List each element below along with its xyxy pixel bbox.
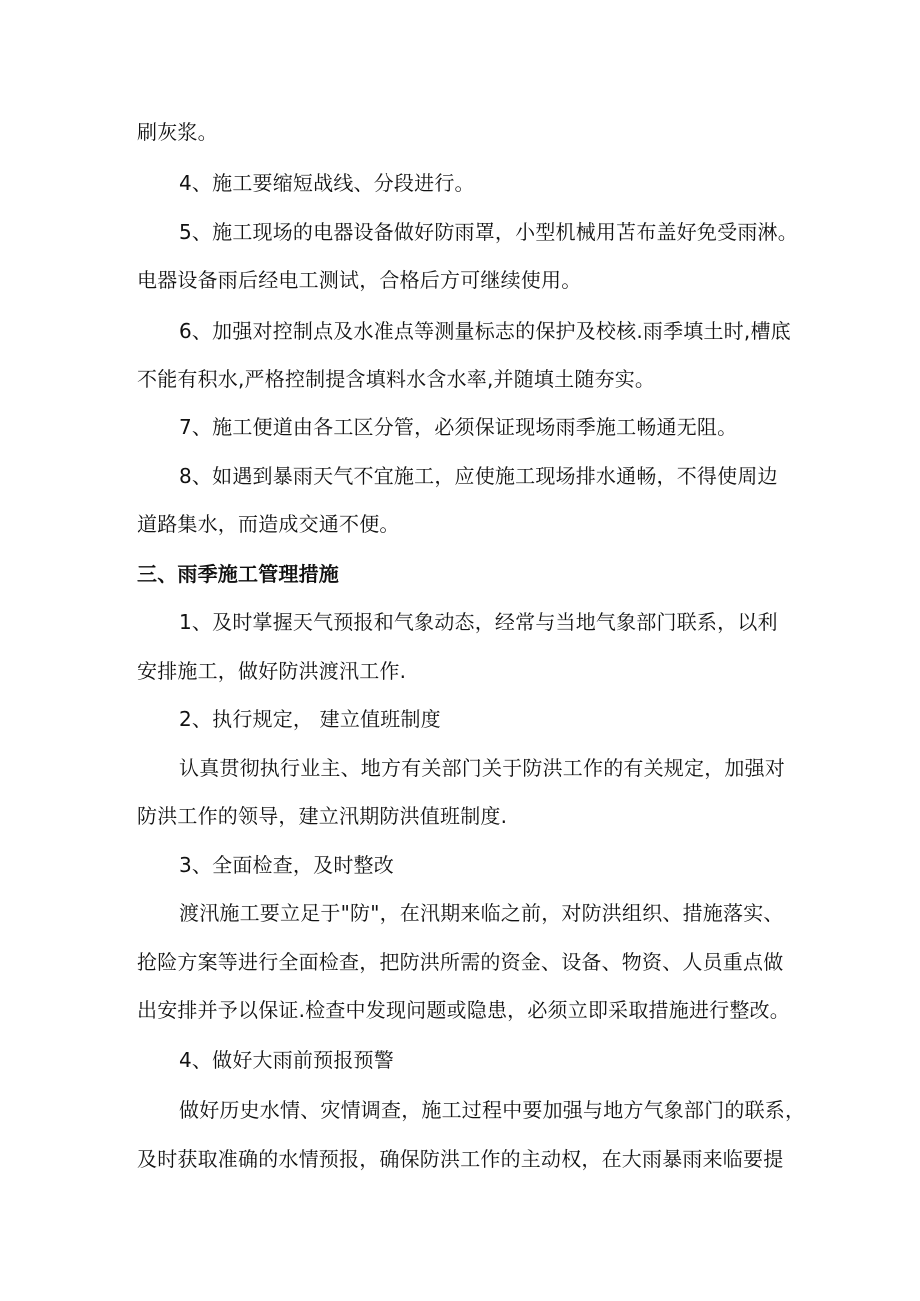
list-item: 5、施工现场的电器设备做好防雨罩，小型机械用苫布盖好免受雨淋。 <box>179 220 798 244</box>
list-item: 1、及时掌握天气预报和气象动态，经常与当地气象部门联系，以利 <box>179 610 778 634</box>
text-line: 出安排并予以保证.检查中发现问题或隐患，必须立即采取措施进行整改。 <box>137 998 790 1022</box>
list-item: 7、施工便道由各工区分管，必须保证现场雨季施工畅通无阻。 <box>179 415 738 439</box>
paragraph-line: 认真贯彻执行业主、地方有关部门关于防洪工作的有关规定，加强对 <box>179 756 785 780</box>
list-item: 2、执行规定， 建立值班制度 <box>179 707 441 731</box>
text-line: 不能有积水,严格控制提含填料水含水率,并随填土随夯实。 <box>137 367 656 391</box>
list-item: 3、全面检查，及时整改 <box>179 853 394 877</box>
list-item: 6、加强对控制点及水准点等测量标志的保护及校核.雨季填土时,槽底 <box>179 319 791 343</box>
text-line: 刷灰浆。 <box>137 120 218 144</box>
list-item: 4、施工要缩短战线、分段进行。 <box>179 171 475 195</box>
text-line: 防洪工作的领导，建立汛期防洪值班制度. <box>137 804 508 828</box>
text-line: 抢险方案等进行全面检查，把防洪所需的资金、设备、物资、人员重点做 <box>137 950 784 974</box>
paragraph-line: 渡汛施工要立足于"防"，在汛期来临之前，对防洪组织、措施落实、 <box>179 901 784 925</box>
paragraph-line: 做好历史水情、灾情调查，施工过程中要加强与地方气象部门的联系， <box>179 1098 806 1122</box>
section-heading: 三、雨季施工管理措施 <box>137 562 339 586</box>
text-line: 道路集水，而造成交通不便。 <box>137 512 400 536</box>
list-item: 4、做好大雨前预报预警 <box>179 1048 394 1072</box>
list-item: 8、如遇到暴雨天气不宜施工，应使施工现场排水通畅，不得使周边 <box>179 464 778 488</box>
text-line: 及时获取准确的水情预报，确保防洪工作的主动权，在大雨暴雨来临要提 <box>137 1147 784 1171</box>
text-line: 安排施工，做好防洪渡汛工作. <box>137 659 407 683</box>
text-line: 电器设备雨后经电工测试，合格后方可继续使用。 <box>137 268 582 292</box>
